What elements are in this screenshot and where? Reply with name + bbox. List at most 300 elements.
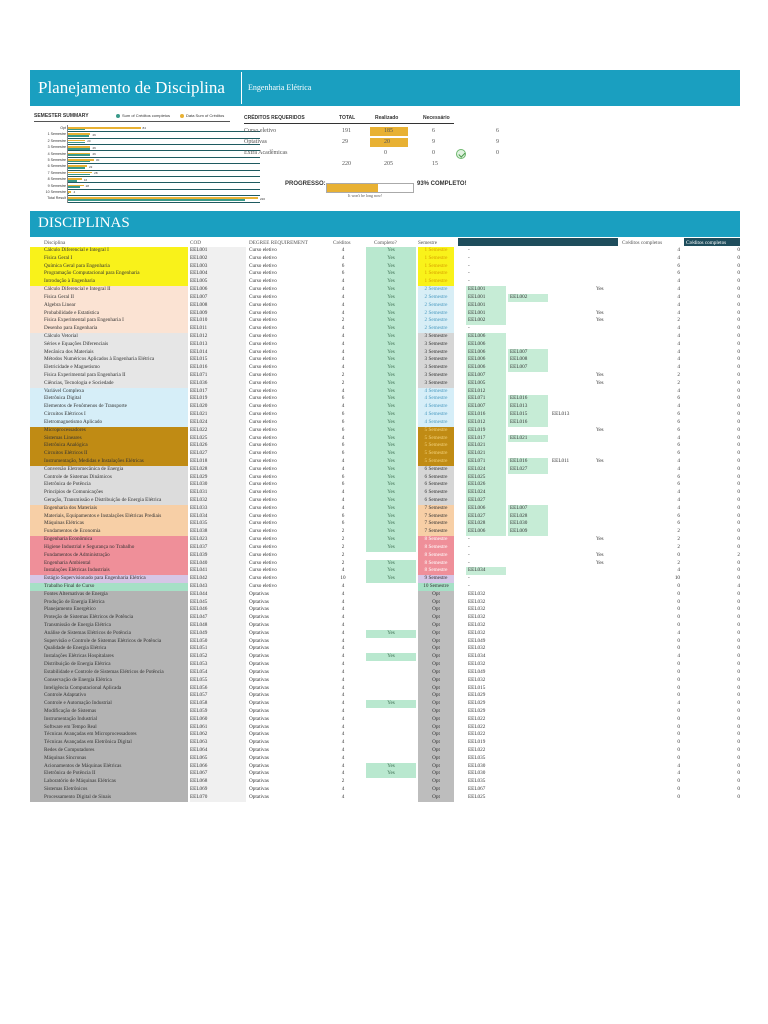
semestre-cell: 5 Semestre [418, 458, 454, 466]
table-row [30, 731, 740, 739]
creditos-completos: 4 [677, 403, 680, 410]
creditos-restantes: 0 [737, 653, 740, 660]
prerequisite [508, 552, 548, 560]
creditos-restantes: 0 [737, 575, 740, 582]
prerequisite [550, 724, 590, 732]
prerequisite [550, 560, 590, 568]
prerequisite: EEL001 [466, 310, 506, 318]
prerequisite [508, 700, 548, 708]
creditos-restantes: 0 [737, 465, 740, 472]
semestre-cell: 9 Semestre [418, 575, 454, 583]
semestre-cell: Opt [418, 794, 454, 802]
prerequisite: EEL012 [466, 419, 506, 427]
table-row [30, 489, 740, 497]
disciplina-name: Física Geral I [30, 255, 188, 263]
disciplina-cod: EEL047 [190, 614, 246, 622]
creditos: 4 [341, 598, 345, 605]
creditos-completos: 4 [677, 567, 680, 574]
prerequisite [508, 724, 548, 732]
semestre-cell: 7 Semestre [418, 513, 454, 521]
creditos-restantes: 0 [737, 668, 740, 675]
prerequisite [550, 450, 590, 458]
disciplina-name: Fundamentos de Administração [30, 552, 188, 560]
table-row [30, 388, 740, 396]
table-row [30, 310, 740, 318]
creditos: 4 [341, 286, 345, 293]
prerequisite: - [468, 575, 470, 582]
creditos-completos: 0 [677, 786, 680, 793]
completo-cell: Yes [366, 442, 416, 450]
creditos-completos: 10 [674, 575, 680, 582]
chart-row-line [68, 202, 260, 203]
prerequisite [508, 599, 548, 607]
credits-done: 0 [384, 150, 387, 156]
completo-cell: Yes [366, 294, 416, 302]
credits-extra: 0 [496, 150, 499, 156]
completo-cell [366, 778, 416, 786]
table-row [30, 294, 740, 302]
prerequisite: EEL016 [508, 395, 548, 403]
creditos: 4 [341, 387, 345, 394]
creditos-completos: 2 [677, 372, 680, 378]
credits-done: 20 [384, 139, 390, 145]
completo-cell: Yes [366, 528, 416, 536]
prereq-yes [596, 395, 616, 403]
disciplina-cod: EEL024 [190, 419, 246, 427]
prereq-yes [596, 474, 616, 482]
prerequisite [508, 661, 548, 669]
prerequisite [550, 599, 590, 607]
disciplina-cod: EEL005 [190, 278, 246, 286]
disciplina-cod: EEL040 [190, 560, 246, 568]
prereq-yes: Yes [596, 559, 604, 566]
prerequisite: EEL032 [468, 606, 486, 613]
prereq-yes: Yes [596, 457, 604, 464]
prerequisite: EEL032 [468, 622, 486, 628]
prerequisite [508, 497, 548, 505]
creditos-restantes: 0 [737, 348, 740, 355]
disciplina-name: Cálculo Diferencial e Integral I [30, 247, 188, 255]
creditos-completos: 0 [677, 676, 680, 683]
prerequisite [508, 794, 548, 802]
semestre-cell: 8 Semestre [418, 560, 454, 568]
prerequisite [550, 591, 590, 599]
disciplina-cod: EEL038 [190, 528, 246, 536]
completo-cell: Yes [366, 349, 416, 357]
creditos-completos: 4 [677, 489, 680, 496]
completo-cell [366, 692, 416, 700]
creditos: 4 [341, 661, 345, 668]
creditos: 4 [341, 497, 345, 503]
prerequisite: EEL002 [508, 294, 548, 302]
completo-cell: Yes [366, 333, 416, 341]
creditos-restantes: 0 [737, 598, 740, 605]
disciplina-name: Sistemas Eletrônicos [30, 786, 188, 794]
prerequisite: EEL032 [468, 614, 486, 621]
prerequisite: EEL007 [508, 505, 548, 513]
chart-bar-completos [68, 199, 245, 201]
chart-category-label: 2 Semestre [47, 138, 66, 143]
semestre-cell: 4 Semestre [418, 419, 454, 427]
prerequisite: EEL021 [466, 450, 506, 458]
completo-cell: Yes [366, 317, 416, 325]
creditos: 4 [341, 457, 345, 464]
degree-requirement: Optativas [249, 645, 269, 652]
table-row [30, 685, 740, 693]
completo-cell [366, 708, 416, 716]
prerequisite: EEL021 [508, 435, 548, 443]
prerequisite: EEL002 [466, 317, 506, 325]
degree-requirement: Optativas [249, 715, 269, 722]
creditos: 4 [341, 582, 345, 589]
completo-cell: Yes [366, 411, 416, 419]
prerequisite [508, 653, 548, 661]
prerequisite [508, 341, 548, 349]
disciplina-cod: EEL026 [190, 442, 246, 450]
prereq-yes [596, 278, 616, 286]
disciplina-name: Princípios de Comunicações [30, 489, 188, 497]
table-row [30, 356, 740, 364]
table-row [30, 536, 740, 544]
prerequisite: EEL024 [466, 466, 506, 474]
prereq-yes [596, 700, 616, 708]
completo-cell [366, 786, 416, 794]
chart-category-label: 5 Semestre [47, 158, 66, 162]
prerequisite [508, 747, 548, 755]
table-row [30, 497, 740, 505]
creditos: 4 [341, 278, 345, 285]
completo-cell [366, 669, 416, 677]
prereq-yes [596, 341, 616, 349]
creditos-restantes: 0 [737, 707, 740, 714]
prereq-yes: Yes [596, 309, 604, 316]
completo-cell: Yes [366, 403, 416, 411]
credits-need: 9 [432, 139, 435, 145]
prerequisite [550, 263, 590, 271]
chart-data-label: 22 [89, 164, 93, 169]
disciplina-cod: EEL063 [190, 739, 246, 747]
chart-row-line [68, 189, 260, 190]
semestre-cell: Opt [418, 685, 454, 693]
creditos: 4 [341, 793, 345, 800]
prerequisite: EEL009 [508, 528, 548, 536]
completo-cell [366, 645, 416, 653]
prereq-yes: Yes [596, 286, 604, 293]
degree-requirement: Optativas [249, 598, 269, 605]
creditos: 6 [341, 418, 345, 425]
semestre-cell: Opt [418, 606, 454, 614]
prereq-yes [596, 591, 616, 599]
prerequisite: EEL006 [466, 356, 506, 364]
creditos: 4 [341, 770, 345, 777]
completo-cell: Yes [366, 653, 416, 661]
prerequisite: EEL019 [468, 739, 486, 746]
prerequisite [508, 372, 548, 380]
creditos: 4 [341, 309, 345, 316]
prerequisite: EEL032 [468, 645, 486, 652]
creditos-completos: 0 [677, 793, 680, 800]
table-row [30, 520, 740, 528]
disciplina-cod: EEL058 [190, 700, 246, 708]
degree-requirement: Curso eletivo [249, 528, 277, 535]
prerequisite: EEL030 [468, 770, 486, 777]
chart-category-label: 4 Semestre [47, 151, 66, 156]
prerequisite [550, 669, 590, 677]
degree-requirement: Optativas [249, 754, 269, 761]
completo-cell: Yes [366, 489, 416, 497]
disciplina-cod: EEL010 [190, 317, 246, 325]
credits-label: Optativas [244, 139, 267, 145]
creditos-completos: 6 [677, 411, 680, 418]
prerequisite [550, 700, 590, 708]
creditos-completos: 6 [677, 270, 680, 277]
prereq-yes [596, 724, 616, 732]
prerequisite [550, 544, 590, 552]
degree-requirement: Curso eletivo [249, 372, 277, 378]
creditos-restantes: 0 [737, 786, 740, 793]
prerequisite [550, 356, 590, 364]
prerequisite: - [468, 551, 470, 558]
disciplina-name: Engenharia Ambiental [30, 560, 188, 568]
creditos-completos: 4 [677, 434, 680, 441]
chart-data-label: 20 [87, 139, 91, 144]
prerequisite: - [468, 582, 470, 589]
disciplina-name: Fontes Alternativas de Energia [30, 591, 188, 599]
completo-cell [366, 661, 416, 669]
degree-requirement: Optativas [249, 723, 269, 730]
disciplina-cod: EEL027 [190, 450, 246, 458]
prerequisite: EEL028 [508, 513, 548, 521]
disciplina-cod: EEL032 [190, 497, 246, 505]
creditos-completos: 4 [677, 457, 680, 464]
semestre-cell: Opt [418, 614, 454, 622]
creditos: 4 [341, 747, 345, 753]
prerequisite [550, 349, 590, 357]
table-row [30, 255, 740, 263]
prereq-yes [596, 692, 616, 700]
chart-category-label: 10 Semestre [45, 190, 66, 194]
prereq-yes [596, 731, 616, 739]
creditos-restantes: 0 [737, 473, 740, 480]
disciplina-cod: EEL022 [190, 427, 246, 435]
prerequisite [550, 286, 590, 294]
disciplina-cod: EEL048 [190, 622, 246, 630]
disciplina-cod: EEL009 [190, 310, 246, 318]
prerequisite [550, 302, 590, 310]
prerequisite: - [468, 254, 470, 261]
disciplina-cod: EEL006 [190, 286, 246, 294]
disciplina-name: Circuitos Elétricos II [30, 450, 188, 458]
degree-requirement: Optativas [249, 637, 269, 644]
col-creditos-completos: Créditos completos [622, 240, 663, 246]
degree-requirement: Optativas [249, 786, 269, 793]
disciplina-cod: EEL053 [190, 661, 246, 669]
prerequisite: EEL005 [466, 380, 506, 388]
table-row [30, 325, 740, 333]
disciplina-name: Materiais, Equipamentos e Instalações Elétricas Prediais [30, 513, 188, 521]
creditos-restantes: 0 [737, 614, 740, 621]
disciplina-cod: EEL051 [190, 645, 246, 653]
creditos-restantes: 0 [737, 684, 740, 691]
creditos-restantes: 0 [737, 418, 740, 425]
prereq-yes [596, 247, 616, 255]
disciplina-cod: EEL057 [190, 692, 246, 700]
table-row [30, 794, 740, 802]
creditos-completos: 4 [677, 356, 680, 363]
prerequisite: EEL035 [468, 778, 486, 785]
prerequisite: EEL001 [466, 294, 506, 302]
prerequisite: EEL032 [468, 629, 486, 636]
prerequisite: EEL006 [466, 333, 506, 341]
disciplina-name: Estabilidade e Controle de Sistemas Elétricos de Potência [30, 669, 188, 677]
prerequisite [550, 505, 590, 513]
prerequisite: EEL007 [466, 372, 506, 380]
semestre-cell: 7 Semestre [418, 520, 454, 528]
prereq-yes [596, 403, 616, 411]
degree-requirement: Curso eletivo [249, 543, 277, 550]
degree-requirement: Optativas [249, 653, 269, 660]
credits-divider [244, 123, 454, 124]
semestre-cell: 3 Semestre [418, 349, 454, 357]
creditos: 4 [341, 301, 345, 308]
creditos-restantes: 0 [737, 325, 740, 332]
prerequisite [550, 677, 590, 685]
creditos: 4 [341, 622, 345, 628]
creditos-restantes: 0 [737, 309, 740, 316]
semestre-cell: 2 Semestre [418, 294, 454, 302]
disciplinas-header [30, 211, 740, 237]
disciplina-name: Microprocessadores [30, 427, 188, 435]
chart-row-line [68, 150, 260, 151]
degree-requirement: Curso eletivo [249, 348, 277, 355]
disciplina-name: Instrumentação, Medidas e Instalações Elétricas [30, 458, 188, 466]
prereq-yes [596, 497, 616, 505]
prerequisite: EEL029 [468, 700, 486, 707]
semestre-cell: Opt [418, 599, 454, 607]
prereq-yes [596, 513, 616, 521]
degree-requirement: Curso eletivo [249, 473, 277, 480]
degree-requirement: Curso eletivo [249, 356, 277, 363]
semestre-cell: Opt [418, 763, 454, 771]
prerequisite [508, 270, 548, 278]
chart-data-label: 26 [92, 132, 96, 137]
check-circle-icon [456, 149, 466, 159]
table-row [30, 263, 740, 271]
creditos-restantes: 2 [737, 551, 740, 558]
chart-data-label: 84 [142, 126, 146, 131]
disciplina-name: Software em Tempo Real [30, 724, 188, 732]
disciplina-cod: EEL066 [190, 763, 246, 771]
degree-requirement: Curso eletivo [249, 504, 277, 511]
prereq-yes [596, 669, 616, 677]
prereq-yes [596, 638, 616, 646]
prereq-yes [596, 661, 616, 669]
creditos: 4 [341, 434, 345, 441]
disciplina-cod: EEL067 [190, 770, 246, 778]
creditos-completos: 6 [677, 262, 680, 269]
disciplina-name: Geração, Transmissão e Distribuição de Energia Elétrica [30, 497, 188, 505]
degree-requirement: Optativas [249, 707, 269, 714]
completo-cell: Yes [366, 536, 416, 544]
creditos-completos: 4 [677, 332, 680, 339]
prerequisite: EEL022 [468, 731, 486, 738]
semestre-cell: Opt [418, 778, 454, 786]
completo-cell [366, 716, 416, 724]
chart-bar-completos [68, 154, 90, 156]
disciplina-name: Eletrônica Digital [30, 395, 188, 403]
semestre-cell: 7 Semestre [418, 505, 454, 513]
disciplina-cod: EEL052 [190, 653, 246, 661]
semestre-cell: 2 Semestre [418, 325, 454, 333]
prereq-yes [596, 442, 616, 450]
chart-category-label: 9 Semestre [47, 183, 66, 188]
prerequisite [508, 255, 548, 263]
degree-requirement: Curso eletivo [249, 536, 277, 543]
table-header [30, 238, 740, 247]
prerequisite [508, 474, 548, 482]
disciplina-cod: EEL033 [190, 505, 246, 513]
creditos-restantes: 0 [737, 661, 740, 668]
chart-bar-completos [68, 161, 90, 163]
degree-requirement: Curso eletivo [249, 575, 277, 582]
creditos: 4 [341, 348, 345, 355]
semestre-cell: 1 Semestre [418, 263, 454, 271]
disciplina-name: Introdução à Engenharia [30, 278, 188, 286]
degree-requirement: Curso eletivo [249, 325, 277, 332]
creditos-completos: 4 [677, 301, 680, 308]
prerequisite: EEL015 [468, 684, 486, 691]
prerequisite: EEL006 [466, 528, 506, 536]
disciplina-cod: EEL030 [190, 481, 246, 489]
progress-fill [327, 184, 378, 192]
prerequisite [550, 294, 590, 302]
table-row [30, 302, 740, 310]
legend-dot-icon [180, 114, 184, 118]
prereq-yes [596, 630, 616, 638]
creditos-completos: 0 [677, 645, 680, 652]
creditos-completos: 0 [677, 614, 680, 621]
creditos-restantes: 0 [737, 395, 740, 402]
credits-need: 15 [432, 161, 438, 167]
table-row [30, 755, 740, 763]
degree-requirement: Curso eletivo [249, 301, 277, 308]
prereq-yes: Yes [596, 372, 604, 378]
semestre-cell: 5 Semestre [418, 442, 454, 450]
prerequisite: EEL025 [468, 793, 486, 800]
prerequisite [508, 645, 548, 653]
disciplina-name: Métodos Numéricos Aplicados à Engenharia Elétrica [30, 356, 188, 364]
creditos-restantes: 0 [737, 739, 740, 746]
chart-data-label: 26 [92, 152, 96, 156]
disciplina-name: Redes de Computadores [30, 747, 188, 755]
degree-requirement: Curso eletivo [249, 387, 277, 394]
prerequisite [508, 560, 548, 568]
disciplina-name: Circuitos Elétricos I [30, 411, 188, 419]
prerequisite [550, 325, 590, 333]
prereq-yes [596, 520, 616, 528]
col-cod: COD [190, 240, 201, 246]
table-row [30, 716, 740, 724]
creditos-completos: 6 [677, 481, 680, 488]
prerequisite [508, 317, 548, 325]
chart-bar-completos [68, 193, 69, 195]
prereq-yes [596, 356, 616, 364]
disciplina-name: Cálculo Vetorial [30, 333, 188, 341]
prerequisite [508, 708, 548, 716]
col-creditos: Créditos [333, 240, 351, 246]
disciplina-name: Fundamentos de Economia [30, 528, 188, 536]
creditos-completos: 0 [677, 747, 680, 753]
